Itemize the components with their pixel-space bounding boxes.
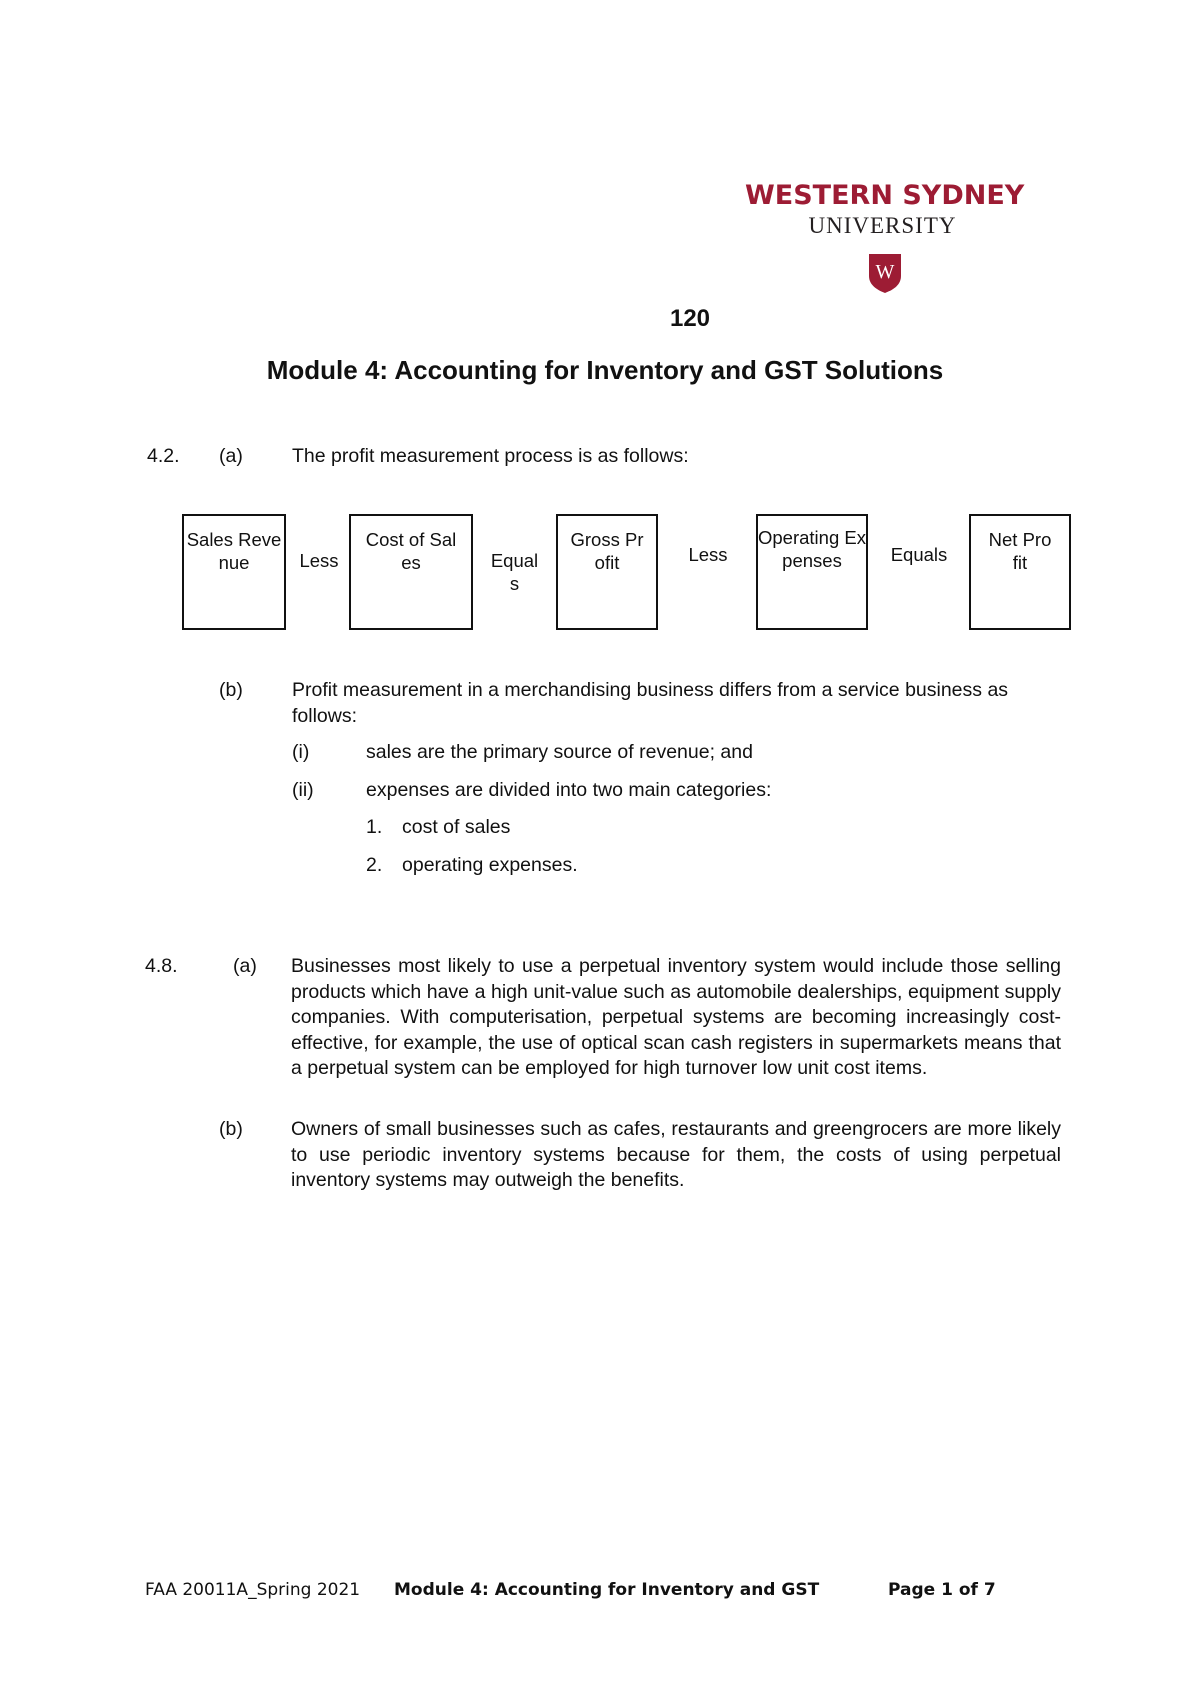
q42-a-text: The profit measurement process is as follows:: [292, 445, 689, 467]
document-number: 120: [669, 305, 711, 332]
logo-emblem-letter: W: [875, 261, 895, 283]
logo-wordmark-line1: WESTERN SYDNEY: [745, 180, 1025, 211]
flow-operator-less-1: Less: [299, 550, 339, 571]
flow-operator-equals-2: Equals: [890, 544, 948, 565]
q42-i-text: sales are the primary source of revenue; and: [366, 741, 753, 763]
list-item-number-1: 1.: [366, 816, 383, 838]
q42-b-label: (b): [219, 679, 243, 701]
flow-operator-less-2: Less: [688, 544, 728, 565]
flow-box-operating-expenses: Operating Expenses: [756, 514, 868, 630]
q48-a-label: (a): [233, 955, 257, 977]
q42-ii-text: expenses are divided into two main categories:: [366, 779, 772, 801]
logo-shield-icon: [867, 252, 903, 299]
logo-wordmark-line2: UNIVERSITY: [808, 213, 957, 238]
list-item-cost-of-sales: cost of sales: [402, 816, 511, 838]
q48-b-text: Owners of small businesses such as cafes, restaurants and greengrocers are more likely to use periodic inventory systems because for them, the costs of using perpetual inventory systems may outweigh the benefits.: [291, 1118, 1061, 1191]
list-item-operating-expenses: operating expenses.: [402, 854, 578, 876]
footer-page-of: of: [958, 1580, 978, 1600]
list-item-number-2: 2.: [366, 854, 383, 876]
flow-box-sales-revenue: Sales Revenue: [182, 514, 286, 630]
q42-a-label: (a): [219, 445, 243, 467]
question-number-4-8: 4.8.: [145, 955, 178, 977]
q42-i-label: (i): [292, 741, 310, 763]
footer-page-word: Page: [888, 1580, 936, 1600]
q48-b-label: (b): [219, 1118, 243, 1140]
q48-a-text: Businesses most likely to use a perpetual inventory system would include those selling products which have a high unit-value such as automobile dealerships, equipment supply companies. With computerisation, perpetual systems are becoming increasingly cost-effective, for example, the use of optical scan cash registers in supermarkets means that a perpetual system can be employed for high turnover low unit cost items.: [291, 955, 1061, 1079]
footer-course-code: FAA 20011A_Spring 2021: [145, 1580, 361, 1600]
footer-page-total: 7: [983, 1580, 996, 1600]
question-number-4-2: 4.2.: [147, 445, 180, 467]
footer-page-current: 1: [941, 1580, 953, 1600]
q42-b-text: Profit measurement in a merchandising business differs from a service business as follows:: [292, 679, 1009, 727]
q42-ii-label: (ii): [292, 779, 314, 801]
document-title: Module 4: Accounting for Inventory and GST Solutions: [266, 355, 944, 385]
flow-box-gross-profit: Gross Profit: [556, 514, 658, 630]
flow-box-cost-of-sales: Cost of Sales: [349, 514, 473, 630]
flow-box-net-profit: Net Profit: [969, 514, 1071, 630]
footer-page-number: [888, 1580, 996, 1600]
footer-module-title: Module 4: Accounting for Inventory and GST: [394, 1580, 820, 1600]
flow-operator-equals-1: Equals: [490, 550, 539, 594]
